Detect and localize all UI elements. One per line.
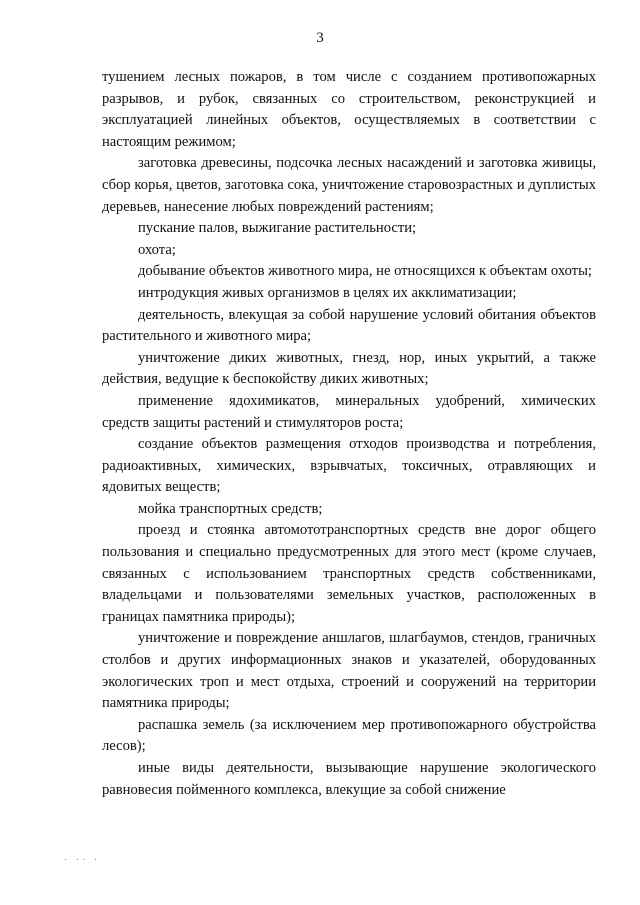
paragraph-13: уничтожение и повреждение аншлагов, шлагбаумов, стендов, граничных столбов и других информационных знаков и указателей, оборудованных экологических троп и мест отдыха, строений и сооружений на территории памятника природы; xyxy=(102,630,596,712)
document-body xyxy=(102,67,596,801)
page-number: 3 xyxy=(316,30,324,46)
scan-artifact: · ·· · xyxy=(64,855,101,866)
paragraph-12: проезд и стоянка автомототранспортных средств вне дорог общего пользования и специально предусмотренных для этого мест (кроме случаев, связанных с использованием транспортных средств собственниками, владельцами и пользователями земельных участков, расположенных в границах памятника природы); xyxy=(102,522,596,625)
paragraph-4: охота; xyxy=(138,241,176,258)
paragraph-8: уничтожение диких животных, гнезд, нор, иных укрытий, а также действия, ведущие к беспокойству диких животных; xyxy=(102,349,596,388)
paragraph-6: интродукция живых организмов в целях их акклиматизации; xyxy=(138,284,517,301)
paragraph-7: деятельность, влекущая за собой нарушение условий обитания объектов растительного и животного мира; xyxy=(102,306,596,345)
paragraph-10: создание объектов размещения отходов производства и потребления, радиоактивных, химических, взрывчатых, токсичных, отравляющих и ядовитых веществ; xyxy=(102,436,596,496)
paragraph-1: тушением лесных пожаров, в том числе с созданием противопожарных разрывов, и рубок, связанных со строительством, реконструкцией и эксплуатацией линейных объектов, осуществляемых в соответствии с настоящим режимом; xyxy=(102,69,596,150)
paragraph-15: иные виды деятельности, вызывающие нарушение экологического равновесия пойменного комплекса, влекущие за собой снижение xyxy=(102,760,596,798)
paragraph-2: заготовка древесины, подсочка лесных насаждений и заготовка живицы, сбор корья, цветов, заготовка сока, уничтожение старовозрастных и дуплистых деревьев, нанесение любых повреждений растениям; xyxy=(102,155,596,215)
paragraph-14: распашка земель (за исключением мер противопожарного обустройства лесов); xyxy=(102,716,596,755)
paragraph-9: применение ядохимикатов, минеральных удобрений, химических средств защиты растений и стимуляторов роста; xyxy=(102,392,596,431)
paragraph-11: мойка транспортных средств; xyxy=(138,500,323,517)
paragraph-5: добывание объектов животного мира, не относящихся к объектам охоты; xyxy=(138,263,592,280)
paragraph-3: пускание палов, выжигание растительности; xyxy=(138,220,417,237)
